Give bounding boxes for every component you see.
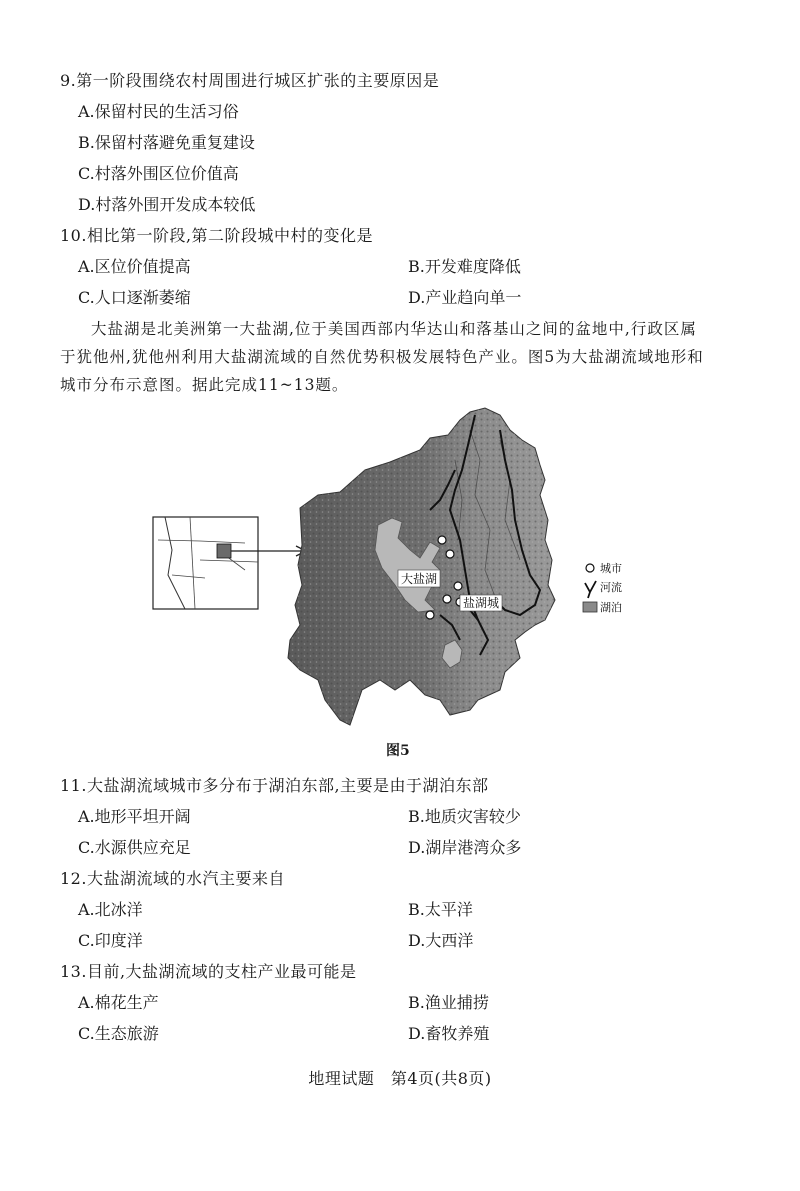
question-9-stem: 9.第一阶段围绕农村周围进行城区扩张的主要原因是 [60,71,440,90]
question-12-option-c: C.印度洋 [78,931,143,950]
question-11-option-a: A.地形平坦开阔 [78,807,191,826]
map-legend [583,562,622,614]
legend-river-label: 河流 [600,581,622,594]
question-12-option-a: A.北冰洋 [78,900,143,919]
question-10-option-c: C.人口逐渐萎缩 [78,288,191,307]
question-11-stem: 11.大盐湖流域城市多分布于湖泊东部,主要是由于湖泊东部 [60,776,489,795]
legend-lake-label: 湖泊 [600,601,622,614]
page-footer: 地理试题 第4页(共8页) [308,1069,492,1088]
inset-locator-map [153,517,258,609]
question-11-option-d: D.湖岸港湾众多 [408,838,522,857]
question-9-option-b: B.保留村落避免重复建设 [78,133,255,152]
figure-caption: 图5 [386,743,410,759]
question-10-option-b: B.开发难度降低 [408,257,521,276]
legend-city-label: 城市 [600,562,622,575]
city-label: 盐湖城 [462,596,500,610]
question-12-option-b: B.太平洋 [408,900,473,919]
question-12-stem: 12.大盐湖流域的水汽主要来自 [60,869,285,888]
question-10-stem: 10.相比第一阶段,第二阶段城中村的变化是 [60,226,374,245]
question-13-stem: 13.目前,大盐湖流域的支柱产业最可能是 [60,962,357,981]
legend-city-icon [586,564,594,572]
question-12-option-d: D.大西洋 [408,931,474,950]
question-13-option-c: C.生态旅游 [78,1024,159,1043]
question-9-option-c: C.村落外围区位价值高 [78,164,239,183]
great-salt-lake-basin-map [0,400,800,740]
question-13-option-b: B.渔业捕捞 [408,993,489,1012]
passage-line-3: 城市分布示意图。据此完成11~13题。 [60,376,349,394]
legend-lake-icon [583,602,597,612]
lake-label: 大盐湖 [400,572,438,586]
question-13-option-a: A.棉花生产 [78,993,159,1012]
passage-line-1: 大盐湖是北美洲第一大盐湖,位于美国西部内华达山和落基山之间的盆地中,行政区属 [91,320,697,338]
question-11-option-b: B.地质灾害较少 [408,807,521,826]
question-9-option-d: D.村落外围开发成本较低 [78,195,256,214]
passage-line-2: 于犹他州,犹他州利用大盐湖流域的自然优势积极发展特色产业。图5为大盐湖流域地形和 [60,348,704,366]
question-13-option-d: D.畜牧养殖 [408,1024,490,1043]
legend-river-icon [585,581,596,598]
question-9-option-a: A.保留村民的生活习俗 [78,102,239,121]
question-11-option-c: C.水源供应充足 [78,838,191,857]
question-10-option-a: A.区位价值提高 [78,257,191,276]
question-10-option-d: D.产业趋向单一 [408,288,522,307]
